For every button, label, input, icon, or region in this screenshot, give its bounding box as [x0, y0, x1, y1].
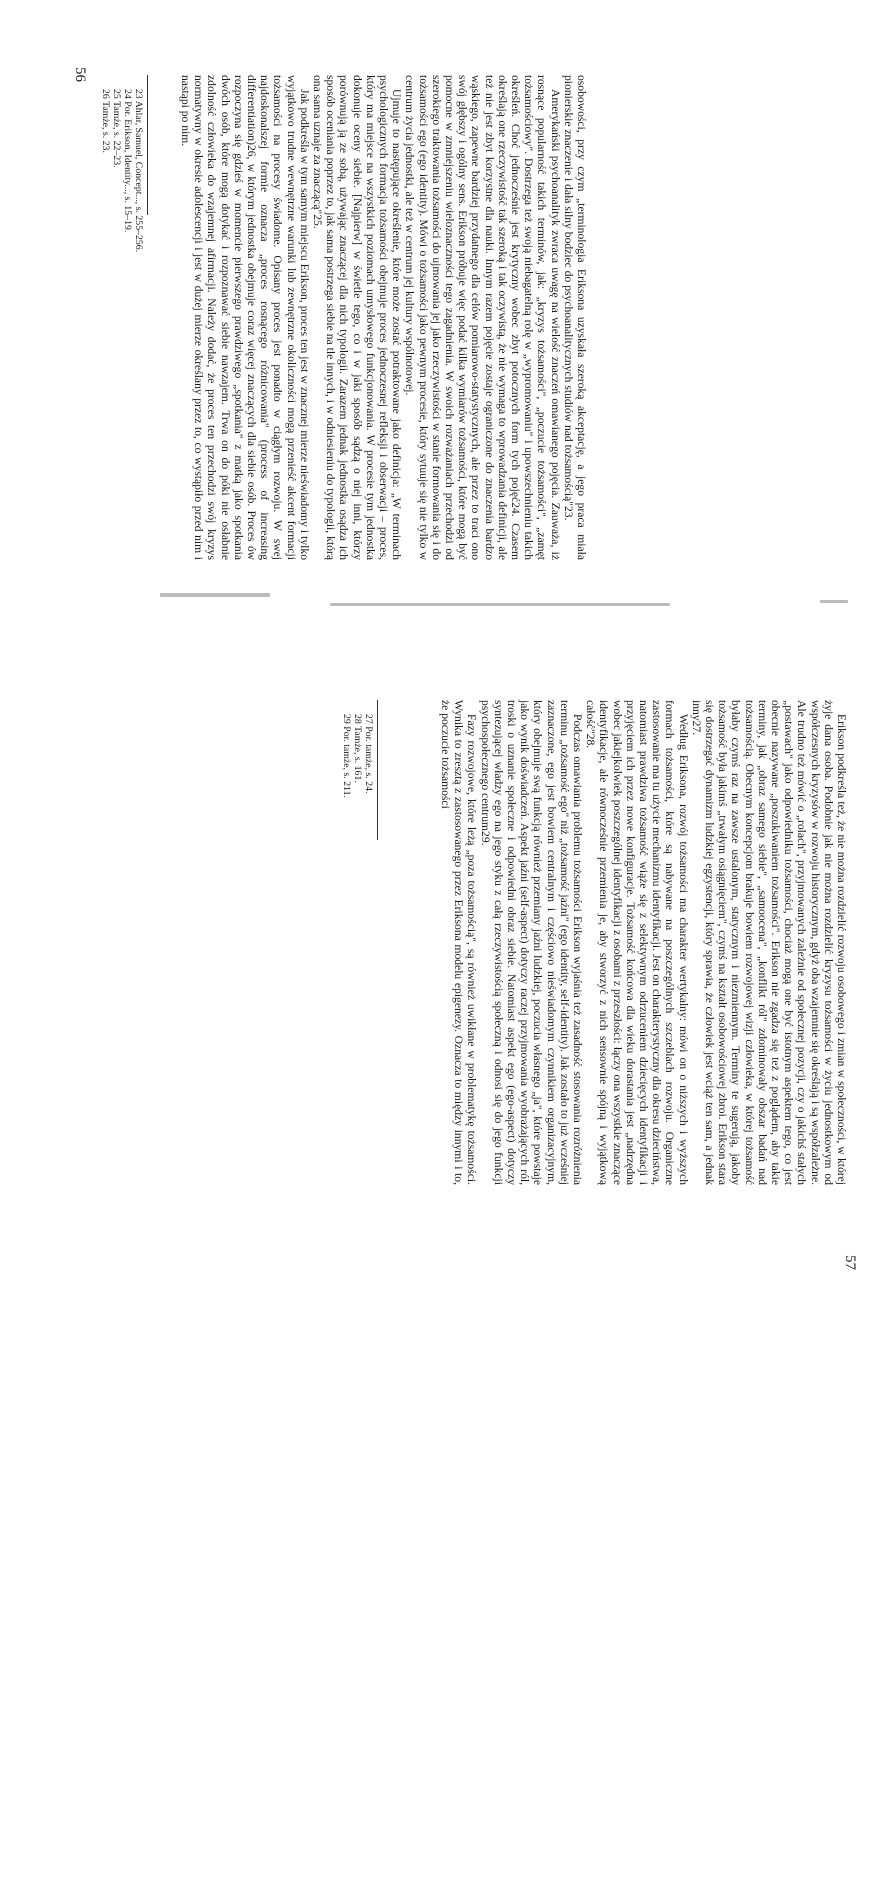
scan-artifact: [330, 603, 670, 606]
footnote: 25 Tamże, s. 22–23.: [111, 89, 122, 168]
footnote-rule: [147, 75, 148, 215]
footnote: 27 Por. tamże, s. 24.: [363, 714, 374, 794]
right-page-body: [439, 700, 848, 1185]
paragraph: osobowości, przy czym „terminologia Eriksona uzyskała szeroką akceptację, a jego praca miała pionierskie znaczenie i dała silny bodziec do psychoanalitycznych studiów nad tożsamością"23.: [561, 75, 588, 560]
scan-artifact: [160, 593, 270, 597]
paragraph: Według Eriksona, rozwój tożsamości ma charakter wertykalny: mówi on o niższych i wyższych formach tożsamości, które są nabywane na poszczególnych szczeblach rozwoju. Organiczne zastosowanie ma tu użycie mechanizmu identyfikacji. Jest on charakterystyczny dla okresu dzieciństwa, natomiast prawdziwa tożsamość wiąże się z selektywnym odrzuceniem dziecięcych identyfikacji i przyjęciem ich przez nowe konfiguracje. Tożsamość końcowa dla wieku dorastania jest „nadrzędna wobec jakiejkolwiek poszczególnej identyfikacji z osobami z przeszłości: łączy ona wszystkie znaczące identyfikacje, ale równocześnie przemienia je, aby stworzyć z nich sensownie spójną i wyjątkową całość"28.: [584, 700, 690, 1185]
footnote: 28 Tamże, s. 161.: [352, 714, 363, 783]
paragraph: Erikson podkreśla też, że nie można rozdzielić rozwoju osobowego i zmian w społeczności, w której żyje dana osoba. Podobnie jak nie można rozdzielić kryzysu tożsamości w życiu jednostkowym od współczesnych kryzysów w rozwoju historycznym, gdyż oba wzajemnie się określają i są współzależne. Ale trudno też mówić o „rolach", przyjmowanych zależnie od społecznej pozycji, czy o jakichś stałych „postawach" jako odpowiedniku tożsamości, chociaż mogą one być istotnym aspektem tego, co jest obecnie nazywane „poszukiwaniem tożsamości". Erikson nie zgadza się też z poglądem, aby takie terminy, jak „obraz samego siebie", „samoocena", „konflikt ról" zdominowały obszar badań nad tożsamością. Obecnym koncepcjom brakuje bowiem rozwojowej wizji człowieka, w której tożsamość byłaby czymś raz na zawsze ustalonym, statycznym i niezmiennym. Terminy te sugerują, jakoby tożsamość była jakimś „trwałym osiągnięciem", czymś na kształt osobowościowej zbroi. Erikson stara się dostrzegać dynamizm ludzkiej egzystencji, który sprawia, że człowiek jest wciąż ten sam, a jednak inny27.: [689, 700, 848, 1185]
footnote-rule: [377, 700, 378, 840]
page-number: 56: [72, 67, 88, 82]
footnote: 23 Ahlar, Samuel, Concept..., s. 255–256.: [133, 89, 144, 253]
paragraph: Amerykański psychoanalityk zwraca uwagę na wielość znaczeń omawianego pojęcia. Zauważa, iż rosnące popularność takich terminów, jak: „kryzys tożsamości", „poczucie tożsamości", „zamęt tożsamościowy". Dostrzega też swoją niebagatelną rolę w „wypromowaniu" i upowszechnieniu takich określeń. Choć jednocześnie jest krytyczny wobec zbyt potocznych form tych pojęć24. Czasem określają one rzeczywistość tak szeroką i tak oczywistą, że nie wymaga to wprowadzania definicji, ale też nie jest zbyt korzystne dla nauki. Innym razem pojęcie zostaje ograniczone do znaczenia bardzo wąskiego, zapewne bardziej przydatnego dla celów pomiarowo-statystycznych, ale przez to traci ono swój głębszy i ogólny sens. Erikson próbuje więc podać kilka wymiarów tożsamości, które mogą być pomocne w zmniejszeniu wieloznaczności tego zagadnienia. W swoich rozważaniach przechodzi od szerokiego traktowania tożsamości do ujmowania jej jako rzeczywistości w stanie formowania się i do tożsamości ego (ego identity). Mówi o tożsamości jako pewnym procesie, który sytuuje się nie tylko w centrum życia jednostki, ale też w centrum jej kultury wspólnotowej.: [403, 75, 562, 560]
footnote: 29 Por. tamże, s. 211.: [341, 714, 352, 798]
paragraph: Podczas omawiania problemu tożsamości Erikson wyjaśnia też zasadność stosowania rozróżnienia terminu „tożsamość ego" niż „tożsamość jaźni" (ego identity, self-identity). Jak zostało to już wcześniej zaznaczone, ego jest bowiem centralnym i częściowo nieświadomym czynnikiem organizacyjnym, który obejmuje swą funkcją również przemiany jaźni ludzkiej, poczucia własnego „ja", które powstaje jako wynik doświadczeń. Aspekt jaźni (self-aspect) dotyczy raczej przyjmowania wyobrażających ról, troski o uznanie społeczne i odpowiedni obraz siebie. Natomiast aspekt ego (ego-aspect) dotyczy syntezującej władzy ego na jego styku z całą rzeczywistością społeczną i odnosi się do jego funkcji psychospołecznego centrum29.: [478, 700, 584, 1185]
right-page-footnotes: [341, 700, 378, 1185]
scan-artifact: [820, 600, 848, 603]
right-page: [328, 700, 858, 1880]
footnote: 26 Tamże, s. 23.: [100, 89, 111, 153]
paragraph: Ujmuje to następujące określenie, które może zostać potraktowane jako definicja: „W terminach psychologicznych formacja tożsamości obejmuje proces jednoczesnej refleksji i obserwacji – proces, który ma miejsce na wszystkich poziomach umysłowego funkcjonowania. W procesie tym jednostka dokonuje oceny siebie. [Najpierw] w świetle tego, co i w jaki sposób sądzą o niej inni, którzy porównują ją ze sobą, używając znaczącej dla nich typologii. Zarazem jednak jednostka osądza ich sposób oceniania poprzez to, jak sama postrzega siebie na tle innych, i w odniesieniu do typologii, którą ona sama uznaje za znaczącą"25.: [310, 75, 404, 560]
paragraph: Fazy rozwojowe, które leżą „poza tożsamością", są również uwikłane w problematykę tożsamości. Wynika to zresztą z zastosowanego przez Eriksona modelu epigenezy. Oznacza to między innymi i to, że poczucie tożsamości: [438, 700, 479, 1185]
paragraph: Jak podkreśla w tym samym miejscu Erikson, proces ten jest w znacznej mierze nieświadomy i tylko wyjątkowo trudne wewnętrzne warunki lub zewnętrzne okoliczności mogą przenieść akcent formacji tożsamości na procesy świadome. Opisany proces jest ponadto w ciągłym rozwoju. W swej najdoskonalszej formie oznacza „proces rosnącego różnicowania" (process of increasing differentiation)26, w którym jednostka obejmuje coraz więcej znaczących dla siebie osób. Proces ów rozpoczyna się gdzieś w momencie pierwszego prawdziwego „spotkania" z matką jako spotkania dwóch osób, które mogą dotykać i rozpoznawać siebie nawzajem. Trwa on do póki nie osłabnie zdolność człowieka do wzajemnej afirmacji. Należy dodać, że proces ten przechodzi swój kryzys normatywny w okresie adolescencji i jest w dużej mierze określany przez to, co wystąpiło przed nim i nastąpi po nim.: [178, 75, 311, 560]
left-page-footnotes: [100, 75, 148, 560]
footnote: 24 Por. Erikson, Identity..., s. 15–19.: [122, 89, 133, 233]
page-number: 57: [842, 1255, 858, 1270]
left-page-body: [179, 75, 588, 560]
